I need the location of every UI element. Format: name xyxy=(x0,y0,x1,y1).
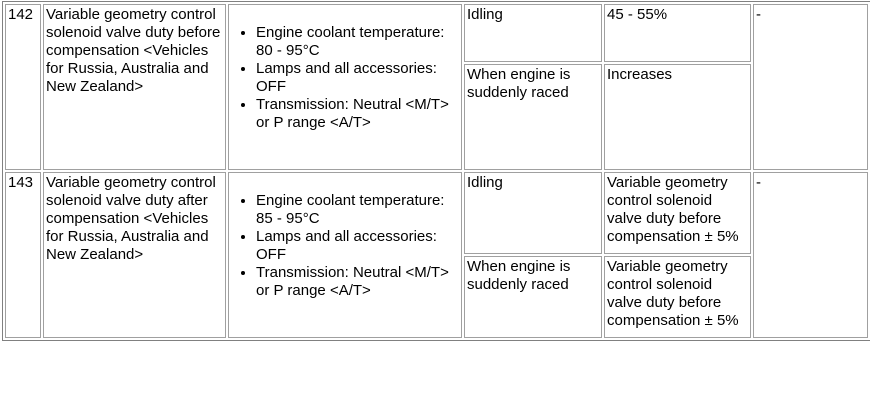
table-row xyxy=(5,4,868,62)
check-item-cell: Variable geometry control solenoid valve duty after compensation <Vehicles for Russia, Australia and New Zealand> xyxy=(43,172,226,338)
engine-state-cell: Idling xyxy=(464,172,602,254)
engine-state-cell: When engine is suddenly raced xyxy=(464,64,602,170)
condition-list xyxy=(231,192,459,300)
inspection-table xyxy=(2,1,870,341)
condition-item: • Lamps and all accessories: OFF xyxy=(256,60,459,96)
condition-list xyxy=(231,24,459,132)
table-row xyxy=(5,172,868,254)
engine-state-cell: Idling xyxy=(464,4,602,62)
engine-state-cell: When engine is suddenly raced xyxy=(464,256,602,338)
condition-item: • Transmission: Neutral <M/T> or P range <A/T> xyxy=(256,264,459,300)
normal-condition-cell: Increases xyxy=(604,64,751,170)
normal-condition-cell: Variable geometry control solenoid valve duty before compensation ± 5% xyxy=(604,256,751,338)
check-condition-cell xyxy=(228,172,462,338)
condition-item: • Engine coolant temperature: 85 - 95°C xyxy=(256,192,459,228)
condition-item: • Engine coolant temperature: 80 - 95°C xyxy=(256,24,459,60)
item-number-cell: 142 xyxy=(5,4,41,170)
condition-item: • Transmission: Neutral <M/T> or P range <A/T> xyxy=(256,96,459,132)
normal-condition-cell: Variable geometry control solenoid valve duty before compensation ± 5% xyxy=(604,172,751,254)
dtc-cell: - xyxy=(753,172,868,338)
condition-item: • Lamps and all accessories: OFF xyxy=(256,228,459,264)
check-condition-cell xyxy=(228,4,462,170)
item-number-cell: 143 xyxy=(5,172,41,338)
dtc-cell: - xyxy=(753,4,868,170)
normal-condition-cell: 45 - 55% xyxy=(604,4,751,62)
check-item-cell: Variable geometry control solenoid valve duty before compensation <Vehicles for Russia, Australia and New Zealand> xyxy=(43,4,226,170)
